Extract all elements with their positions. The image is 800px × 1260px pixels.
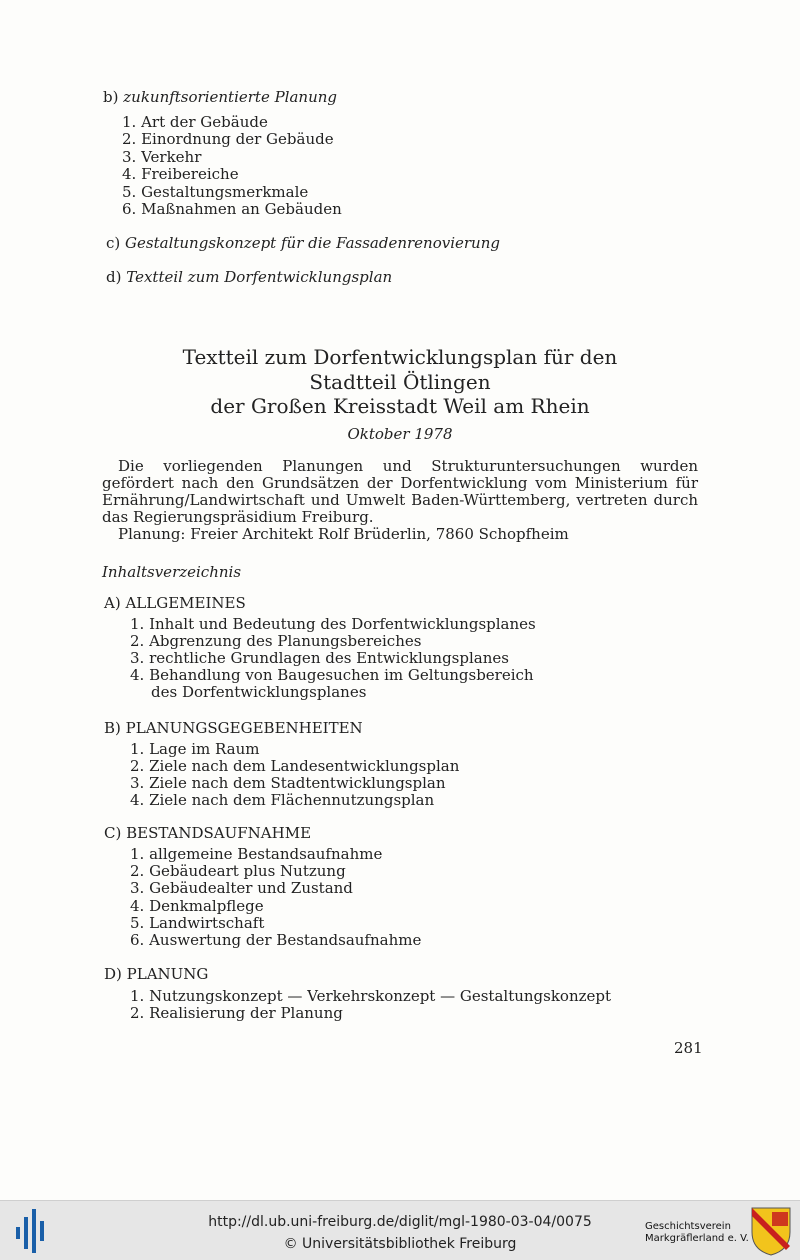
toc-item: 1. Inhalt und Bedeutung des Dorfentwicklungsplanes bbox=[130, 615, 536, 633]
footer-url-link[interactable]: http://dl.ub.uni-freiburg.de/diglit/mgl-1980-03-04/0075 bbox=[208, 1214, 592, 1230]
toc-item: 1. Lage im Raum bbox=[130, 740, 260, 758]
heading-line-1: Textteil zum Dorfentwicklungsplan für den bbox=[182, 345, 618, 369]
toc-title: Inhaltsverzeichnis bbox=[102, 563, 242, 581]
section-b-heading bbox=[103, 89, 337, 106]
toc-item: 3. Ziele nach dem Stadtentwicklungsplan bbox=[130, 774, 446, 792]
toc-item-continuation: des Dorfentwicklungsplanes bbox=[151, 683, 367, 701]
page-number: 281 bbox=[674, 1039, 703, 1057]
section-c-letter: c) bbox=[106, 234, 121, 252]
section-b-letter: b) bbox=[103, 88, 119, 106]
list-item: 1. Art der Gebäude bbox=[122, 113, 268, 131]
list-item: 6. Maßnahmen an Gebäuden bbox=[122, 200, 342, 218]
publisher-line-2: Markgräflerland e. V. bbox=[645, 1233, 749, 1244]
publisher-line-1: Geschichtsverein bbox=[645, 1221, 731, 1232]
list-item: 4. Freibereiche bbox=[122, 165, 239, 183]
section-c-heading bbox=[106, 235, 500, 252]
toc-section-b-heading: B) PLANUNGSGEGEBENHEITEN bbox=[104, 719, 363, 737]
list-item: 2. Einordnung der Gebäude bbox=[122, 130, 334, 148]
toc-item: 2. Realisierung der Planung bbox=[130, 1004, 343, 1022]
intro-paragraph: Die vorliegenden Planungen und Strukturuntersuchungen wurden gefördert nach den Grundsätzen der Dorfentwicklung vom Ministerium für Ernährung/Landwirtschaft und Umwelt Baden-Württemberg, vertreten durch das Regierungspräsidium Freiburg. bbox=[102, 457, 698, 526]
toc-item: 4. Denkmalpflege bbox=[130, 897, 264, 915]
toc-item: 3. Gebäudealter und Zustand bbox=[130, 879, 353, 897]
toc-item: 3. rechtliche Grundlagen des Entwicklungsplanes bbox=[130, 649, 509, 667]
toc-item: 4. Ziele nach dem Flächennutzungsplan bbox=[130, 791, 435, 809]
list-item: 5. Gestaltungsmerkmale bbox=[122, 183, 309, 201]
footer-bar bbox=[0, 1200, 800, 1260]
section-d-title: Textteil zum Dorfentwicklungsplan bbox=[126, 268, 393, 286]
toc-item: 5. Landwirtschaft bbox=[130, 914, 265, 932]
heading-line-3: der Großen Kreisstadt Weil am Rhein bbox=[210, 394, 590, 418]
heading-date: Oktober 1978 bbox=[347, 425, 453, 443]
toc-item: 2. Ziele nach dem Landesentwicklungsplan bbox=[130, 757, 460, 775]
footer-copyright: © Universitätsbibliothek Freiburg bbox=[283, 1236, 517, 1252]
publisher-name bbox=[645, 1221, 749, 1245]
coat-of-arms-icon bbox=[750, 1206, 792, 1256]
toc-item: 2. Abgrenzung des Planungsbereiches bbox=[130, 632, 422, 650]
heading-line-2: Stadtteil Ötlingen bbox=[309, 370, 491, 394]
list-item: 3. Verkehr bbox=[122, 148, 202, 166]
toc-item: 1. allgemeine Bestandsaufnahme bbox=[130, 845, 383, 863]
toc-section-c-heading: C) BESTANDSAUFNAHME bbox=[104, 824, 312, 842]
toc-item: 4. Behandlung von Baugesuchen im Geltungsbereich bbox=[130, 666, 534, 684]
toc-item: 1. Nutzungskonzept — Verkehrskonzept — Gestaltungskonzept bbox=[130, 987, 612, 1005]
section-b-title: zukunftsorientierte Planung bbox=[123, 88, 337, 106]
toc-item: 6. Auswertung der Bestandsaufnahme bbox=[130, 931, 422, 949]
section-c-title: Gestaltungskonzept für die Fassadenrenovierung bbox=[125, 234, 500, 252]
toc-section-d-heading: D) PLANUNG bbox=[104, 965, 209, 983]
section-d-heading bbox=[106, 269, 392, 286]
toc-section-a-heading: A) ALLGEMEINES bbox=[104, 594, 246, 612]
toc-item: 2. Gebäudeart plus Nutzung bbox=[130, 862, 346, 880]
planning-credit: Planung: Freier Architekt Rolf Brüderlin, 7860 Schopfheim bbox=[118, 525, 569, 543]
intro-block bbox=[102, 458, 698, 543]
section-d-letter: d) bbox=[106, 268, 122, 286]
